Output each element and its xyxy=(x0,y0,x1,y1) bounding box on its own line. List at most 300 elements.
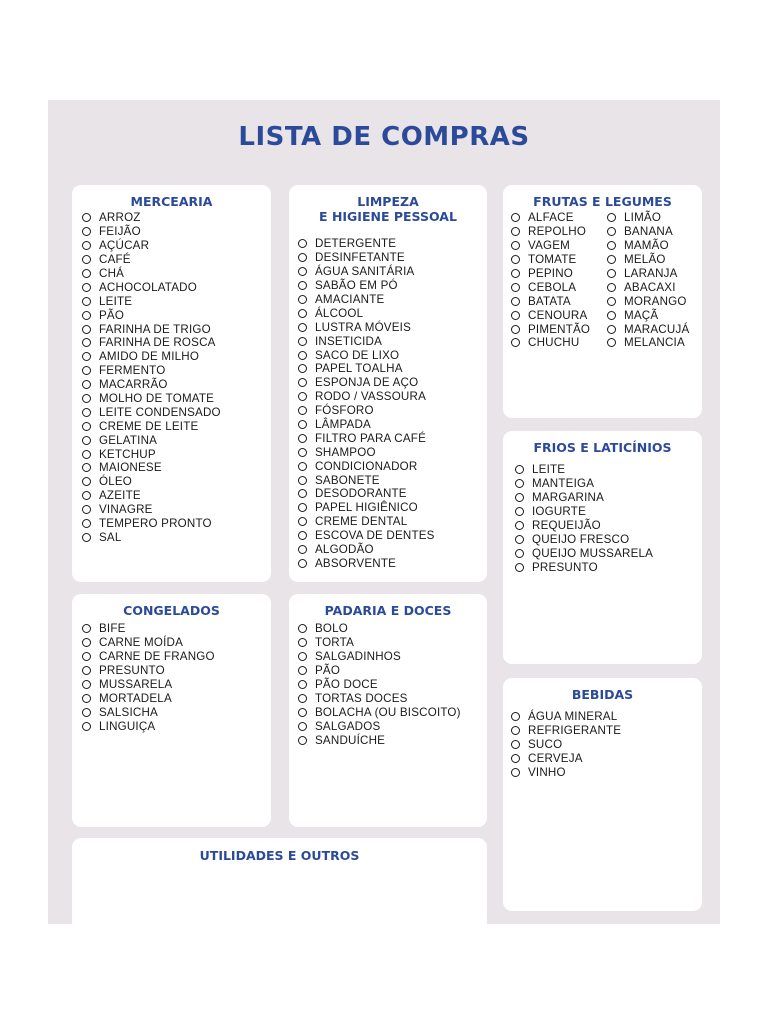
checkbox[interactable] xyxy=(82,213,91,222)
item-label: BOLO xyxy=(315,622,349,636)
checkbox[interactable] xyxy=(298,638,307,647)
checkbox[interactable] xyxy=(82,680,91,689)
item-label: ABACAXI xyxy=(624,280,676,294)
item-label: PÃO DOCE xyxy=(315,678,378,691)
list-item xyxy=(515,491,653,505)
checkbox[interactable] xyxy=(82,311,91,320)
section-title-padaria: PADARIA E DOCES xyxy=(324,603,452,618)
checkbox[interactable] xyxy=(82,283,91,292)
item-label: CERVEJA xyxy=(528,752,583,766)
checkbox[interactable] xyxy=(298,448,307,457)
item-label: DESODORANTE xyxy=(315,487,407,501)
item-label: ACHOCOLATADO xyxy=(99,280,197,294)
list-item xyxy=(82,378,221,392)
list-item xyxy=(82,678,215,692)
checkbox[interactable] xyxy=(82,666,91,675)
item-label: DESINFETANTE xyxy=(315,251,405,265)
list-item xyxy=(82,650,215,664)
list-item xyxy=(511,294,590,308)
checkbox[interactable] xyxy=(298,253,307,262)
checkbox[interactable] xyxy=(511,227,520,236)
item-label: PIMENTÃO xyxy=(528,322,591,336)
checkbox[interactable] xyxy=(515,493,524,502)
list-item xyxy=(298,334,435,348)
list-item xyxy=(607,294,689,308)
list-item xyxy=(515,519,653,533)
list-item xyxy=(298,487,435,501)
item-label: REQUEIJÃO xyxy=(532,519,601,532)
list-item xyxy=(82,622,215,636)
item-label: SHAMPOO xyxy=(315,445,376,459)
card-utilidades xyxy=(72,838,487,928)
list-mercearia xyxy=(82,211,221,544)
item-label: MAÇÃ xyxy=(624,308,659,322)
section-title-utilidades: UTILIDADES E OUTROS xyxy=(199,848,360,863)
section-title-limpeza xyxy=(289,194,487,224)
checkbox[interactable] xyxy=(607,269,616,278)
list-item xyxy=(82,503,221,517)
checkbox[interactable] xyxy=(82,450,91,459)
item-label: BIFE xyxy=(99,622,126,636)
list-item xyxy=(82,489,221,503)
item-label: LINGUIÇA xyxy=(99,719,156,733)
list-item xyxy=(82,447,221,461)
checkbox[interactable] xyxy=(607,297,616,306)
list-item xyxy=(298,348,435,362)
list-item xyxy=(82,364,221,378)
list-item xyxy=(298,418,435,432)
list-item xyxy=(82,253,221,267)
checkbox[interactable] xyxy=(607,241,616,250)
checkbox[interactable] xyxy=(298,736,307,745)
list-item xyxy=(82,530,221,544)
item-label: FERMENTO xyxy=(99,364,166,378)
item-label: SACO DE LIXO xyxy=(315,348,400,362)
checkbox[interactable] xyxy=(82,325,91,334)
list-item xyxy=(298,265,435,279)
list-item xyxy=(298,237,435,251)
list-item xyxy=(298,719,461,733)
item-label: FILTRO PARA CAFÉ xyxy=(315,431,426,445)
item-label: FEIJÃO xyxy=(99,225,141,239)
checkbox[interactable] xyxy=(298,708,307,717)
checkbox[interactable] xyxy=(298,392,307,401)
item-label: AÇÚCAR xyxy=(99,239,150,253)
item-label: FARINHA DE ROSCA xyxy=(99,336,216,350)
item-label: PEPINO xyxy=(528,267,574,280)
item-label: FARINHA DE TRIGO xyxy=(99,322,211,336)
item-label: SALSICHA xyxy=(99,705,158,719)
list-item xyxy=(298,431,435,445)
checkbox[interactable] xyxy=(515,521,524,530)
card-bebidas xyxy=(503,678,702,911)
card-frios xyxy=(503,431,702,664)
checkbox[interactable] xyxy=(515,479,524,488)
checkbox[interactable] xyxy=(82,366,91,375)
list-item xyxy=(511,724,621,738)
item-label: VINHO xyxy=(528,766,566,779)
item-label: REFRIGERANTE xyxy=(528,724,622,738)
list-frutas-col1 xyxy=(511,211,590,350)
item-label: CAFÉ xyxy=(99,253,131,267)
item-label: AMIDO DE MILHO xyxy=(99,350,200,364)
section-title-mercearia: MERCEARIA xyxy=(130,194,213,209)
checkbox[interactable] xyxy=(82,408,91,417)
list-item xyxy=(82,433,221,447)
item-label: CARNE MOÍDA xyxy=(99,636,184,650)
list-item xyxy=(82,294,221,308)
list-item xyxy=(82,336,221,350)
checkbox[interactable] xyxy=(298,267,307,276)
checkbox[interactable] xyxy=(515,535,524,544)
list-item xyxy=(298,650,461,664)
checkbox[interactable] xyxy=(298,680,307,689)
page-title: LISTA DE COMPRAS xyxy=(238,122,530,152)
item-label: SABÃO EM PÓ xyxy=(315,279,398,293)
list-item xyxy=(511,211,590,225)
section-title-congelados: CONGELADOS xyxy=(123,603,220,618)
checkbox[interactable] xyxy=(511,213,520,222)
checkbox[interactable] xyxy=(298,295,307,304)
item-label: PÃO xyxy=(315,664,341,678)
item-label: ESPONJA DE AÇO xyxy=(315,376,419,390)
item-label: PÃO xyxy=(99,308,125,322)
checkbox[interactable] xyxy=(515,507,524,516)
item-label: INSETICIDA xyxy=(315,334,383,348)
item-label: QUEIJO FRESCO xyxy=(532,532,630,546)
item-label: LEITE CONDENSADO xyxy=(99,405,221,419)
item-label: TEMPERO PRONTO xyxy=(99,517,212,531)
list-item xyxy=(607,267,689,281)
checkbox[interactable] xyxy=(607,255,616,264)
item-label: AMACIANTE xyxy=(315,293,385,306)
list-item xyxy=(298,664,461,678)
checkbox[interactable] xyxy=(82,505,91,514)
checkbox[interactable] xyxy=(82,422,91,431)
checkbox[interactable] xyxy=(298,722,307,731)
list-item xyxy=(511,336,590,350)
list-padaria xyxy=(298,622,461,747)
item-label: LEITE xyxy=(532,463,566,477)
list-item xyxy=(298,306,435,320)
list-item xyxy=(298,445,435,459)
checkbox[interactable] xyxy=(511,768,520,777)
checkbox[interactable] xyxy=(82,491,91,500)
checkbox[interactable] xyxy=(298,351,307,360)
list-item xyxy=(298,376,435,390)
list-item xyxy=(82,239,221,253)
checkbox[interactable] xyxy=(607,283,616,292)
list-item xyxy=(298,543,435,557)
checkbox[interactable] xyxy=(298,406,307,415)
item-label: MELANCIA xyxy=(624,336,685,350)
list-item xyxy=(607,239,689,253)
list-item xyxy=(82,461,221,475)
checkbox[interactable] xyxy=(82,477,91,486)
list-item xyxy=(511,239,590,253)
checkbox[interactable] xyxy=(298,694,307,703)
item-label: LÂMPADA xyxy=(315,418,371,432)
checkbox[interactable] xyxy=(82,338,91,347)
checkbox[interactable] xyxy=(82,394,91,403)
checkbox[interactable] xyxy=(298,559,307,568)
list-item xyxy=(515,560,653,574)
list-item xyxy=(515,463,653,477)
item-label: TORTAS DOCES xyxy=(315,691,408,705)
list-item xyxy=(298,459,435,473)
card-mercearia xyxy=(72,185,271,582)
item-label: CEBOLA xyxy=(528,280,577,294)
item-label: MARGARINA xyxy=(532,491,605,505)
checkbox[interactable] xyxy=(511,740,520,749)
list-item xyxy=(511,267,590,281)
list-item xyxy=(298,473,435,487)
item-label: IOGURTE xyxy=(532,505,587,519)
checkbox[interactable] xyxy=(298,462,307,471)
item-label: SABONETE xyxy=(315,473,380,487)
list-bebidas xyxy=(511,710,621,779)
list-item xyxy=(607,322,689,336)
checkbox[interactable] xyxy=(515,563,524,572)
list-item xyxy=(511,280,590,294)
list-item xyxy=(607,225,689,239)
checkbox[interactable] xyxy=(298,337,307,346)
list-item xyxy=(298,390,435,404)
list-item xyxy=(298,529,435,543)
list-item xyxy=(298,678,461,692)
list-item xyxy=(515,505,653,519)
checkbox[interactable] xyxy=(298,239,307,248)
list-item xyxy=(82,322,221,336)
item-label: PRESUNTO xyxy=(99,664,165,678)
checkbox[interactable] xyxy=(511,712,520,721)
list-item xyxy=(82,350,221,364)
list-item xyxy=(298,362,435,376)
item-label: LARANJA xyxy=(624,267,678,280)
checkbox[interactable] xyxy=(511,338,520,347)
checkbox[interactable] xyxy=(511,311,520,320)
checkbox[interactable] xyxy=(82,638,91,647)
item-label: BANANA xyxy=(624,225,673,239)
checkbox[interactable] xyxy=(82,722,91,731)
list-item xyxy=(82,636,215,650)
item-label: LEITE xyxy=(99,294,133,308)
checkbox[interactable] xyxy=(82,436,91,445)
checkbox[interactable] xyxy=(82,533,91,542)
checkbox[interactable] xyxy=(298,666,307,675)
item-label: MUSSARELA xyxy=(99,678,173,691)
item-label: ESCOVA DE DENTES xyxy=(315,529,435,543)
list-item xyxy=(298,691,461,705)
checkbox[interactable] xyxy=(298,503,307,512)
list-item xyxy=(82,267,221,281)
card-congelados xyxy=(72,594,271,827)
item-label: CREME DE LEITE xyxy=(99,419,199,433)
checkbox[interactable] xyxy=(298,476,307,485)
section-title-frios: FRIOS E LATICÍNIOS xyxy=(533,440,672,455)
section-title-bebidas: BEBIDAS xyxy=(571,687,634,702)
section-title-limpeza-line1: LIMPEZA xyxy=(357,194,419,209)
item-label: MELÃO xyxy=(624,253,666,267)
item-label: ALFACE xyxy=(528,211,574,225)
checkbox[interactable] xyxy=(511,269,520,278)
checkbox[interactable] xyxy=(515,549,524,558)
item-label: CHÁ xyxy=(99,267,125,280)
item-label: MORANGO xyxy=(624,294,687,308)
checkbox[interactable] xyxy=(511,241,520,250)
checkbox[interactable] xyxy=(298,652,307,661)
checkbox[interactable] xyxy=(82,694,91,703)
checkbox[interactable] xyxy=(298,489,307,498)
checkbox[interactable] xyxy=(82,241,91,250)
list-item xyxy=(607,253,689,267)
item-label: ÁGUA SANITÁRIA xyxy=(315,265,415,279)
checkbox[interactable] xyxy=(82,269,91,278)
item-label: CENOURA xyxy=(528,308,588,322)
item-label: MANTEIGA xyxy=(532,477,595,491)
item-label: GELATINA xyxy=(99,433,158,447)
list-item xyxy=(82,308,221,322)
list-item xyxy=(82,211,221,225)
checkbox[interactable] xyxy=(298,364,307,373)
checkbox[interactable] xyxy=(607,227,616,236)
list-item xyxy=(515,532,653,546)
list-item xyxy=(607,308,689,322)
list-item xyxy=(298,705,461,719)
checkbox[interactable] xyxy=(298,323,307,332)
list-frios xyxy=(515,463,653,574)
list-item xyxy=(511,253,590,267)
list-item xyxy=(82,719,215,733)
checkbox[interactable] xyxy=(82,380,91,389)
list-item xyxy=(298,293,435,307)
checkbox[interactable] xyxy=(82,624,91,633)
list-limpeza xyxy=(298,237,435,570)
list-item xyxy=(82,405,221,419)
checkbox[interactable] xyxy=(82,297,91,306)
item-label: PAPEL HIGIÊNICO xyxy=(315,501,418,515)
checkbox[interactable] xyxy=(298,531,307,540)
checkbox[interactable] xyxy=(298,420,307,429)
checkbox[interactable] xyxy=(298,624,307,633)
item-label: RODO / VASSOURA xyxy=(315,390,427,404)
card-limpeza xyxy=(289,185,487,582)
item-label: TORTA xyxy=(315,636,355,650)
list-item xyxy=(511,322,590,336)
checkbox[interactable] xyxy=(511,297,520,306)
list-item xyxy=(298,501,435,515)
checkbox[interactable] xyxy=(82,255,91,264)
checkbox[interactable] xyxy=(82,352,91,361)
list-item xyxy=(607,211,689,225)
checkbox[interactable] xyxy=(298,517,307,526)
checkbox[interactable] xyxy=(607,311,616,320)
list-item xyxy=(298,636,461,650)
item-label: AZEITE xyxy=(99,489,141,503)
checkbox[interactable] xyxy=(511,754,520,763)
list-item xyxy=(298,515,435,529)
section-title-frutas: FRUTAS E LEGUMES xyxy=(533,194,672,209)
section-title-limpeza-line2: E HIGIENE PESSOAL xyxy=(319,209,457,224)
item-label: FÓSFORO xyxy=(315,404,374,418)
checkbox[interactable] xyxy=(298,545,307,554)
item-label: DETERGENTE xyxy=(315,237,397,251)
list-frutas-col2 xyxy=(607,211,689,350)
item-label: SANDUÍCHE xyxy=(315,733,386,747)
checkbox[interactable] xyxy=(607,338,616,347)
checkbox[interactable] xyxy=(298,309,307,318)
checkbox[interactable] xyxy=(298,281,307,290)
checkbox[interactable] xyxy=(298,434,307,443)
checkbox[interactable] xyxy=(82,652,91,661)
checkbox[interactable] xyxy=(607,325,616,334)
item-label: MOLHO DE TOMATE xyxy=(99,392,215,406)
item-label: QUEIJO MUSSARELA xyxy=(532,546,654,560)
list-item xyxy=(511,225,590,239)
checkbox[interactable] xyxy=(607,213,616,222)
list-item xyxy=(298,251,435,265)
list-congelados xyxy=(82,622,215,733)
list-item xyxy=(82,392,221,406)
item-label: LIMÃO xyxy=(624,211,662,225)
checkbox[interactable] xyxy=(511,726,520,735)
list-item xyxy=(515,546,653,560)
checkbox[interactable] xyxy=(82,519,91,528)
list-item xyxy=(298,279,435,293)
item-label: ABSORVENTE xyxy=(315,556,397,570)
item-label: TOMATE xyxy=(528,253,577,267)
checkbox[interactable] xyxy=(511,325,520,334)
list-item xyxy=(82,705,215,719)
item-label: ÁLCOOL xyxy=(315,306,364,320)
item-label: ÓLEO xyxy=(99,475,133,489)
list-item xyxy=(511,766,621,780)
checkbox[interactable] xyxy=(82,227,91,236)
list-item xyxy=(298,404,435,418)
item-label: CHUCHU xyxy=(528,336,580,350)
item-label: PRESUNTO xyxy=(532,560,598,574)
item-label: VINAGRE xyxy=(99,503,153,517)
checkbox[interactable] xyxy=(82,463,91,472)
checkbox[interactable] xyxy=(298,378,307,387)
item-label: MAMÃO xyxy=(624,239,669,253)
list-item xyxy=(82,475,221,489)
item-label: SUCO xyxy=(528,738,563,752)
list-item xyxy=(298,556,435,570)
list-item xyxy=(607,280,689,294)
list-item xyxy=(82,225,221,239)
item-label: MORTADELA xyxy=(99,691,172,705)
checkbox[interactable] xyxy=(515,465,524,474)
checkbox[interactable] xyxy=(511,283,520,292)
item-label: CREME DENTAL xyxy=(315,515,408,529)
item-label: BOLACHA (OU BISCOITO) xyxy=(315,705,461,719)
list-item xyxy=(298,622,461,636)
list-item xyxy=(82,280,221,294)
list-item xyxy=(82,664,215,678)
checkbox[interactable] xyxy=(82,708,91,717)
list-item xyxy=(511,738,621,752)
item-label: CONDICIONADOR xyxy=(315,459,418,473)
item-label: MAIONESE xyxy=(99,461,162,475)
item-label: VAGEM xyxy=(528,239,571,253)
item-label: BATATA xyxy=(528,294,571,308)
card-frutas xyxy=(503,185,702,418)
list-item xyxy=(511,710,621,724)
list-item xyxy=(298,320,435,334)
checkbox[interactable] xyxy=(511,255,520,264)
item-label: CARNE DE FRANGO xyxy=(99,650,215,664)
